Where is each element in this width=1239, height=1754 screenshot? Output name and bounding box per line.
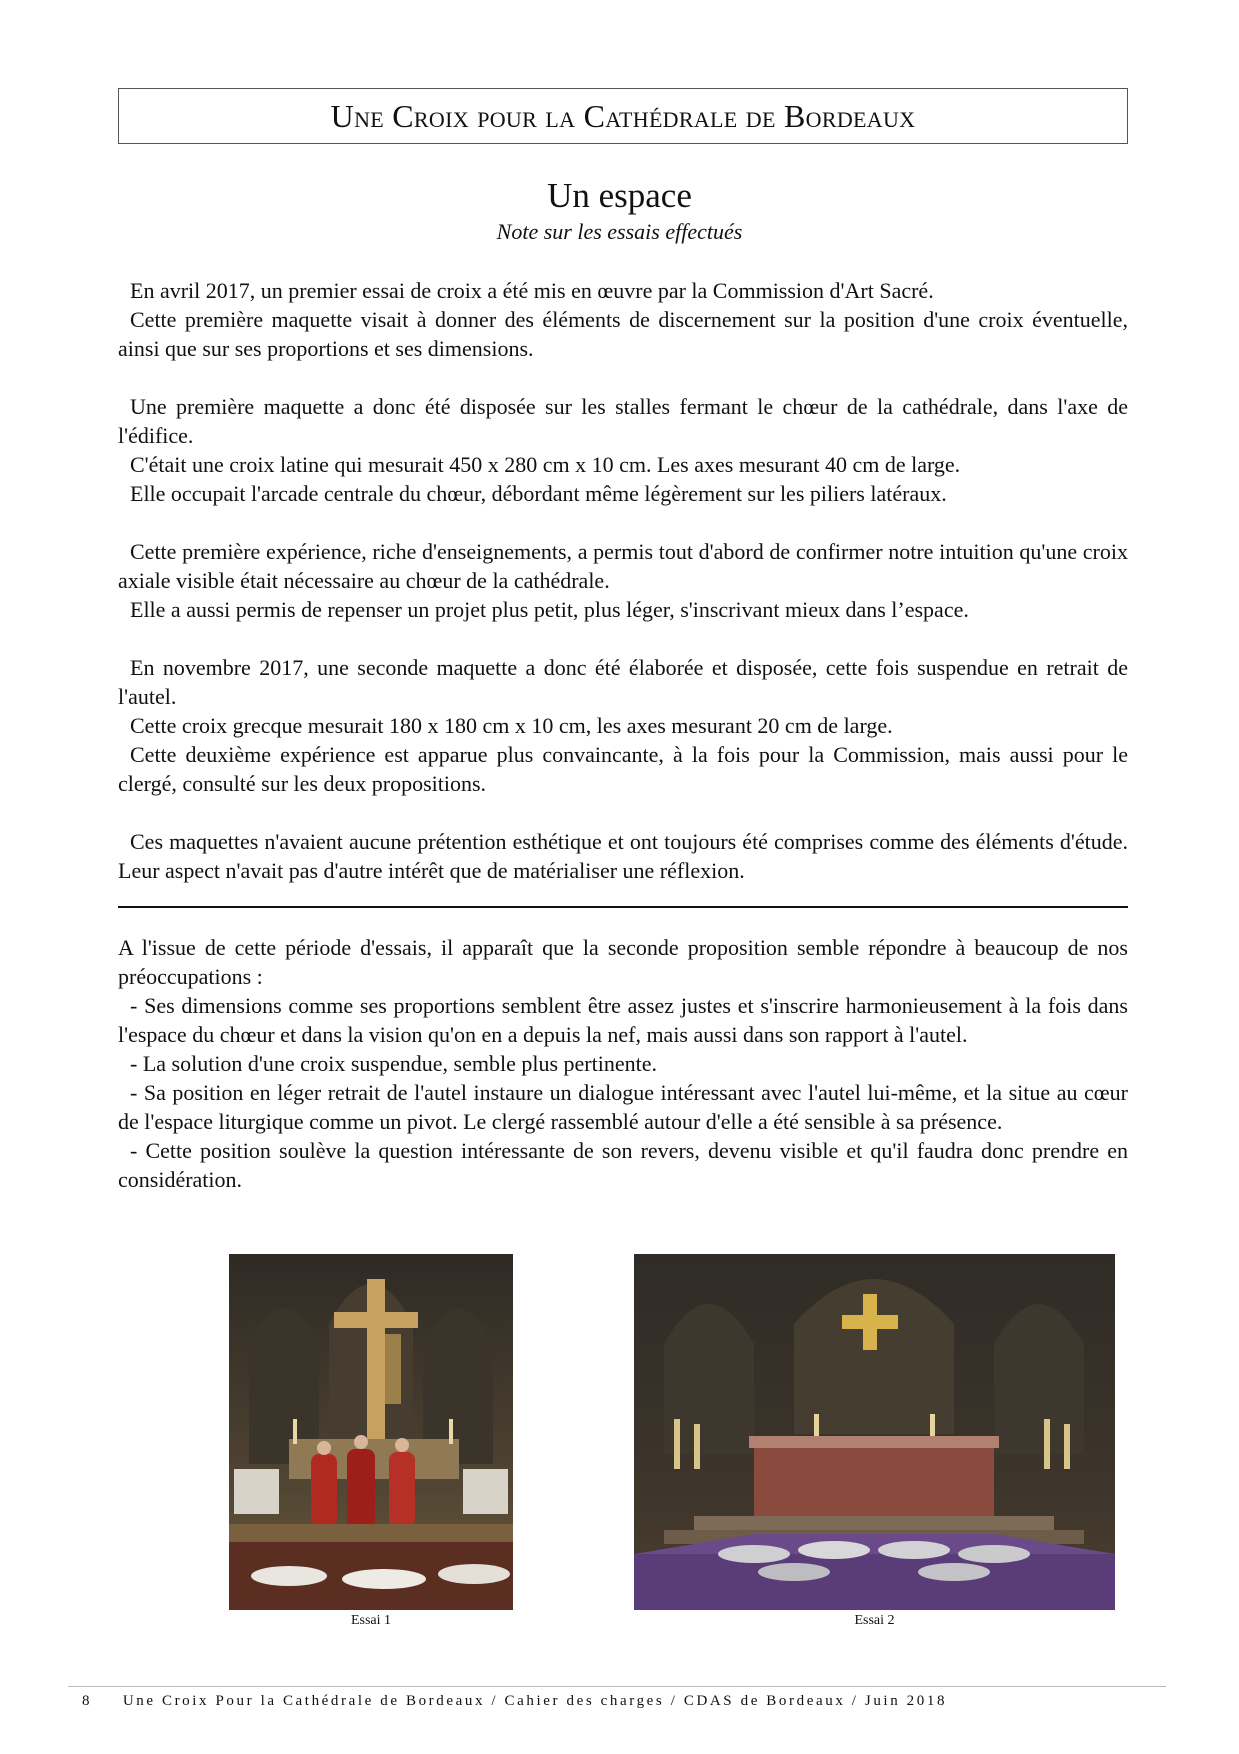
conclusion-point: - La solution d'une croix suspendue, semble plus pertinente.	[130, 1051, 657, 1076]
page-footer	[82, 1693, 947, 1710]
paragraph: Elle occupait l'arcade centrale du chœur, débordant même légèrement sur les piliers latéraux.	[130, 481, 947, 506]
section-divider	[118, 906, 1128, 908]
body-text	[118, 276, 1128, 885]
figure-caption: Essai 1	[350, 1613, 392, 1628]
conclusion-text	[118, 933, 1128, 1194]
section-subtitle: Note sur les essais effectués	[496, 219, 743, 244]
paragraph: En novembre 2017, une seconde maquette a donc été élaborée et disposée, cette fois suspendue en retrait de l'autel.	[118, 655, 1128, 709]
document-title-box	[118, 88, 1128, 144]
figure-caption: Essai 2	[854, 1613, 895, 1628]
paragraph: En avril 2017, un premier essai de croix a été mis en œuvre par la Commission d'Art Sacré.	[130, 278, 934, 303]
paragraph: Une première maquette a donc été disposée sur les stalles fermant le chœur de la cathédrale, dans l'axe de l'édifice.	[118, 394, 1128, 448]
photo-essai-1	[229, 1254, 513, 1610]
footer-divider	[68, 1686, 1166, 1687]
conclusion-point: - Ses dimensions comme ses proportions semblent être assez justes et s'inscrire harmonieusement à la fois dans l'espace du chœur et dans la vision qu'on en a depuis la nef, mais aussi dans son rapport à l'autel.	[118, 993, 1128, 1047]
paragraph: Cette deuxième expérience est apparue plus convaincante, à la fois pour la Commission, mais aussi pour le clergé, consulté sur les deux propositions.	[118, 742, 1128, 796]
section-title: Un espace	[547, 176, 692, 215]
paragraph: C'était une croix latine qui mesurait 450 x 280 cm x 10 cm. Les axes mesurant 40 cm de large.	[130, 452, 961, 477]
conclusion-intro: A l'issue de cette période d'essais, il apparaît que la seconde proposition semble répondre à beaucoup de nos préoccupations :	[118, 935, 1128, 989]
conclusion-point: - Sa position en léger retrait de l'autel instaure un dialogue intéressant avec l'autel lui-même, et la situe au cœur de l'espace liturgique comme un pivot. Le clergé rassemblé autour d'elle a été sensible à sa présence.	[118, 1080, 1128, 1134]
paragraph: Cette croix grecque mesurait 180 x 180 cm x 10 cm, les axes mesurant 20 cm de large.	[130, 713, 893, 738]
paragraph: Cette première maquette visait à donner des éléments de discernement sur la position d'une croix éventuelle, ainsi que sur ses proportions et ses dimensions.	[118, 307, 1128, 361]
paragraph: Cette première expérience, riche d'enseignements, a permis tout d'abord de confirmer notre intuition qu'une croix axiale visible était nécessaire au chœur de la cathédrale.	[118, 539, 1128, 593]
paragraph: Elle a aussi permis de repenser un projet plus petit, plus léger, s'inscrivant mieux dans l’espace.	[130, 597, 969, 622]
paragraph: Ces maquettes n'avaient aucune prétention esthétique et ont toujours été comprises comme des éléments d'étude. Leur aspect n'avait pas d'autre intérêt que de matérialiser une réflexion.	[118, 829, 1128, 883]
document-title: Une Croix pour la Cathédrale de Bordeaux	[330, 98, 916, 134]
photo-essai-2	[634, 1254, 1115, 1610]
footer-text: Une Croix Pour la Cathédrale de Bordeaux / Cahier des charges / CDAS de Bordeaux / Juin 2018	[122, 1693, 948, 1709]
page-number: 8	[82, 1693, 93, 1709]
conclusion-point: - Cette position soulève la question intéressante de son revers, devenu visible et qu'il faudra donc prendre en considération.	[118, 1138, 1128, 1192]
